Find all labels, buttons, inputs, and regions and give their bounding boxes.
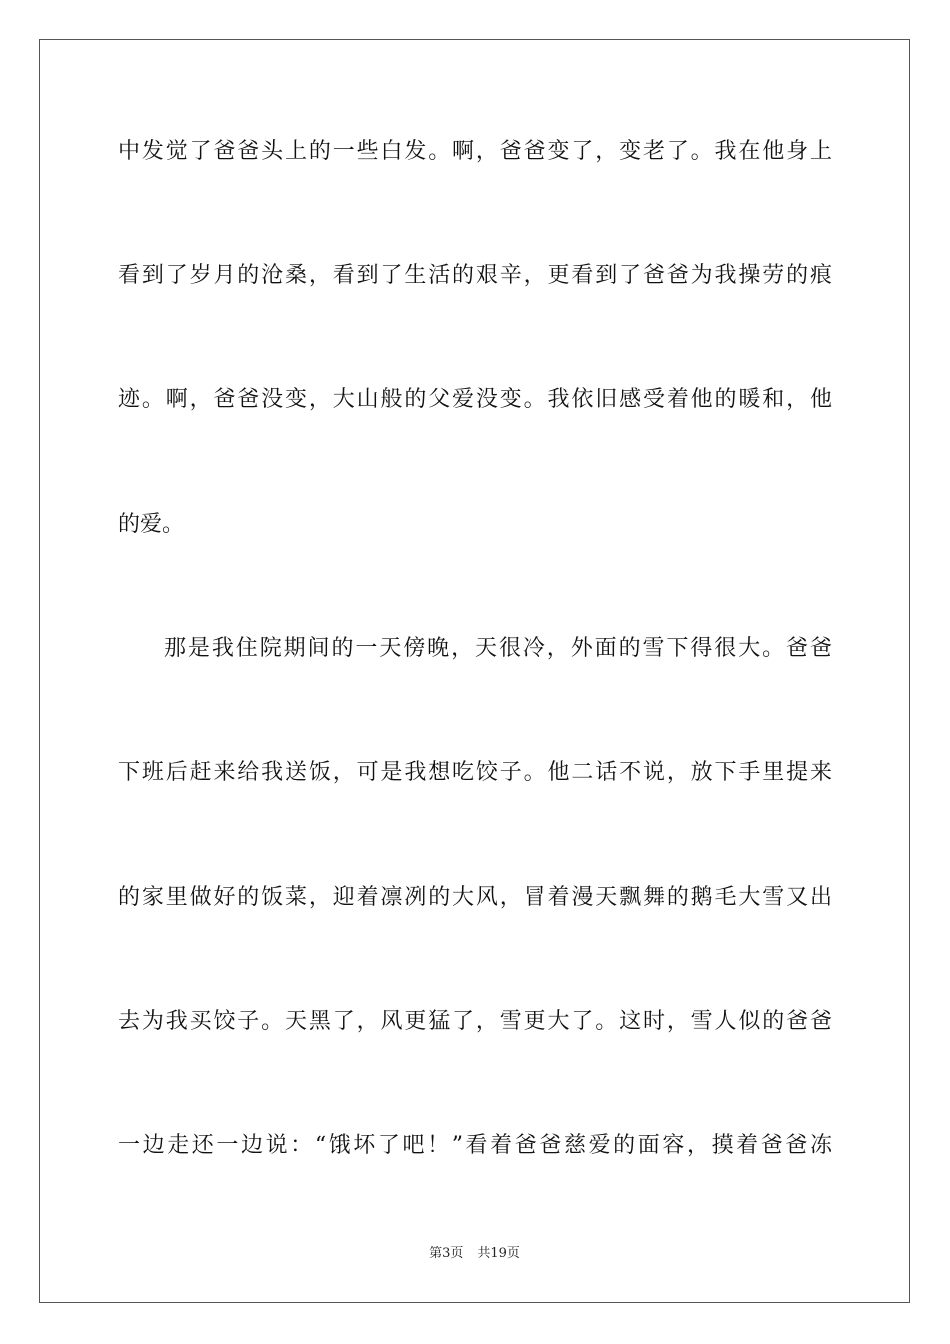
paragraph-first-line: 那是我住院期间的一天傍晚，天很冷，外面的雪下得很大。爸爸 <box>164 636 832 661</box>
text-line: 一边走还一边说：“饿坏了吧！”看着爸爸慈爱的面容，摸着爸爸冻 <box>118 1133 832 1158</box>
page-total: 共19页 <box>477 1246 520 1261</box>
text-line: 的家里做好的饭菜，迎着凛冽的大风，冒着漫天飘舞的鹅毛大雪又出 <box>118 885 832 910</box>
page-number: 第3页 <box>429 1246 464 1261</box>
page-frame <box>39 39 910 1303</box>
text-line: 迹。啊，爸爸没变，大山般的父爱没变。我依旧感受着他的暖和，他 <box>118 387 832 412</box>
text-line: 下班后赶来给我送饭，可是我想吃饺子。他二话不说，放下手里提来 <box>118 760 832 785</box>
text-line: 看到了岁月的沧桑，看到了生活的艰辛，更看到了爸爸为我操劳的痕 <box>118 263 832 288</box>
text-line: 的爱。 <box>118 512 185 537</box>
page-footer <box>40 1246 909 1262</box>
body-text <box>40 40 909 1302</box>
text-line: 去为我买饺子。天黑了，风更猛了，雪更大了。这时，雪人似的爸爸 <box>118 1009 832 1034</box>
text-line: 中发觉了爸爸头上的一些白发。啊，爸爸变了，变老了。我在他身上 <box>118 139 832 164</box>
